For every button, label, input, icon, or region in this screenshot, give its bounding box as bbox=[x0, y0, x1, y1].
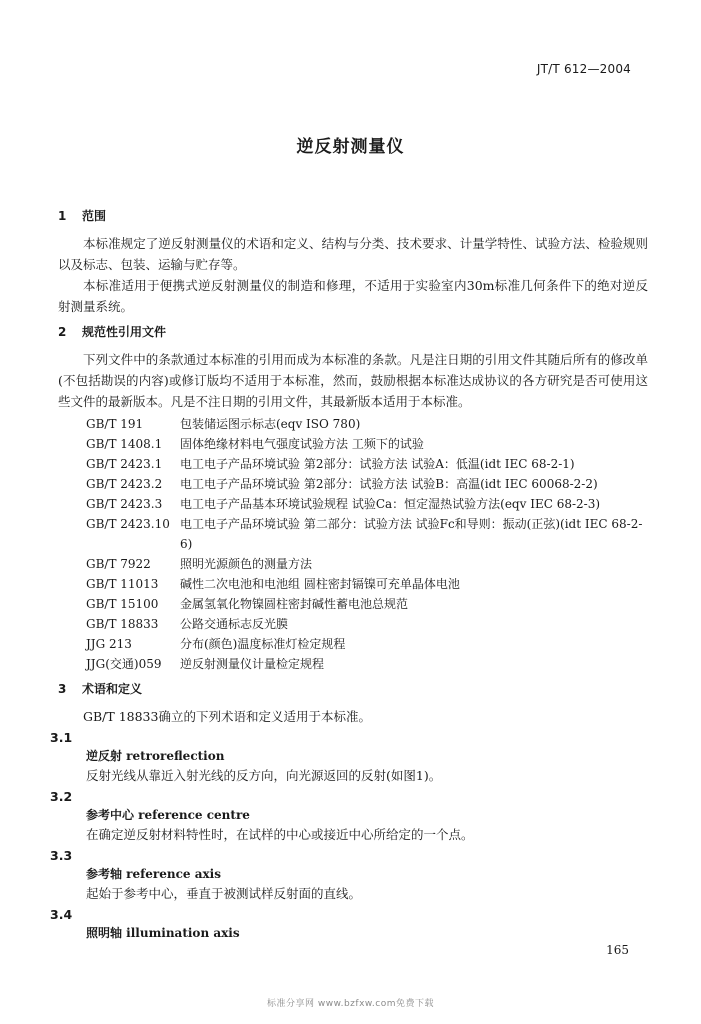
reference-title: 照明光源颜色的测量方法 bbox=[180, 557, 313, 571]
reference-title: 电工电子产品环境试验 第二部分：试验方法 试验Fc和导则：振动(正弦)(idt IEC 68-2-6) bbox=[180, 517, 643, 551]
paragraph: 下列文件中的条款通过本标准的引用而成为本标准的条款。凡是注日期的引用文件其随后所有的修改单(不包括勘误的内容)或修订版均不适用于本标准，然而，鼓励根据本标准达成协议的各方研究是否可使用这些文件的最新版本。凡是不注日期的引用文件，其最新版本适用于本标准。 bbox=[58, 352, 648, 409]
list-item bbox=[86, 634, 648, 654]
section-title: 术语和定义 bbox=[82, 682, 143, 696]
list-item bbox=[86, 414, 648, 434]
list-item bbox=[86, 594, 648, 614]
section-number: 1 bbox=[58, 209, 67, 223]
page-number: 165 bbox=[606, 943, 629, 957]
section-number: 2 bbox=[58, 325, 67, 339]
term-name: 参考中心 reference centre bbox=[86, 808, 250, 822]
page-title: 逆反射测量仪 bbox=[296, 137, 405, 157]
watermark: 标准分享网 www.bzfxw.com免费下载 bbox=[266, 999, 435, 1009]
list-item bbox=[86, 434, 648, 454]
reference-title: 金属氢氧化物镍圆柱密封碱性蓄电池总规范 bbox=[180, 597, 409, 611]
term-number: 3.2 bbox=[50, 789, 73, 804]
list-item bbox=[86, 514, 648, 554]
paragraph: GB/T 18833确立的下列术语和定义适用于本标准。 bbox=[83, 709, 371, 724]
term-number: 3.4 bbox=[50, 907, 73, 922]
reference-code: GB/T 2423.10 bbox=[86, 517, 170, 531]
reference-code: GB/T 7922 bbox=[86, 557, 151, 571]
term-name: 逆反射 retroreflection bbox=[86, 749, 225, 763]
term-name: 照明轴 illumination axis bbox=[86, 926, 240, 940]
reference-title: 逆反射测量仪计量检定规程 bbox=[180, 657, 325, 671]
list-item bbox=[86, 494, 648, 514]
reference-code: GB/T 191 bbox=[86, 417, 144, 431]
term-definition: 在确定逆反射材料特性时，在试样的中心或接近中心所给定的一个点。 bbox=[86, 827, 474, 842]
list-item bbox=[86, 574, 648, 594]
section-heading-normative bbox=[58, 323, 648, 341]
list-item bbox=[86, 554, 648, 574]
term-entry bbox=[50, 729, 648, 786]
paragraph: 本标准规定了逆反射测量仪的术语和定义、结构与分类、技术要求、计量学特性、试验方法、检验规则以及标志、包装、运输与贮存等。 bbox=[58, 236, 648, 272]
reference-title: 分布(颜色)温度标准灯检定规程 bbox=[180, 637, 346, 651]
term-number: 3.1 bbox=[50, 730, 73, 745]
term-definition: 起始于参考中心，垂直于被测试样反射面的直线。 bbox=[86, 886, 362, 901]
term-name: 参考轴 reference axis bbox=[86, 867, 221, 881]
term-entry bbox=[50, 906, 648, 943]
reference-title: 碱性二次电池和电池组 圆柱密封镉镍可充单晶体电池 bbox=[180, 577, 460, 591]
term-definition: 反射光线从靠近入射光线的反方向，向光源返回的反射(如图1)。 bbox=[86, 768, 442, 783]
reference-title: 电工电子产品环境试验 第2部分：试验方法 试验A：低温(idt IEC 68-2-1) bbox=[180, 457, 575, 471]
list-item bbox=[86, 614, 648, 634]
reference-title: 公路交通标志反光膜 bbox=[180, 617, 289, 631]
reference-code: GB/T 2423.2 bbox=[86, 477, 163, 491]
list-item bbox=[86, 654, 648, 674]
term-entry bbox=[50, 847, 648, 904]
section-heading-terms bbox=[58, 680, 648, 698]
reference-code: GB/T 11013 bbox=[86, 577, 159, 591]
reference-code: JJG(交通)059 bbox=[86, 657, 162, 671]
paragraph: 本标准适用于便携式逆反射测量仪的制造和修理，不适用于实验室内30m标准几何条件下的绝对逆反射测量系统。 bbox=[58, 278, 648, 314]
section-heading-scope bbox=[58, 207, 648, 225]
reference-title: 电工电子产品环境试验 第2部分：试验方法 试验B：高温(idt IEC 60068-2-2) bbox=[180, 477, 598, 491]
reference-code: GB/T 15100 bbox=[86, 597, 159, 611]
reference-list bbox=[86, 414, 648, 674]
document-body bbox=[50, 207, 648, 943]
list-item bbox=[86, 454, 648, 474]
section-number: 3 bbox=[58, 682, 67, 696]
reference-title: 固体绝缘材料电气强度试验方法 工频下的试验 bbox=[180, 437, 424, 451]
list-item bbox=[86, 474, 648, 494]
reference-code: JJG 213 bbox=[86, 637, 132, 651]
section-title: 范围 bbox=[82, 209, 107, 223]
standard-number: JT/T 612—2004 bbox=[536, 62, 631, 76]
reference-code: GB/T 2423.3 bbox=[86, 497, 163, 511]
reference-title: 包装储运图示标志(eqv ISO 780) bbox=[180, 417, 361, 431]
reference-title: 电工电子产品基本环境试验规程 试验Ca：恒定湿热试验方法(eqv IEC 68-2-3) bbox=[180, 497, 601, 511]
reference-code: GB/T 2423.1 bbox=[86, 457, 163, 471]
reference-code: GB/T 1408.1 bbox=[86, 437, 163, 451]
section-title: 规范性引用文件 bbox=[82, 325, 167, 339]
term-number: 3.3 bbox=[50, 848, 73, 863]
reference-code: GB/T 18833 bbox=[86, 617, 159, 631]
term-entry bbox=[50, 788, 648, 845]
